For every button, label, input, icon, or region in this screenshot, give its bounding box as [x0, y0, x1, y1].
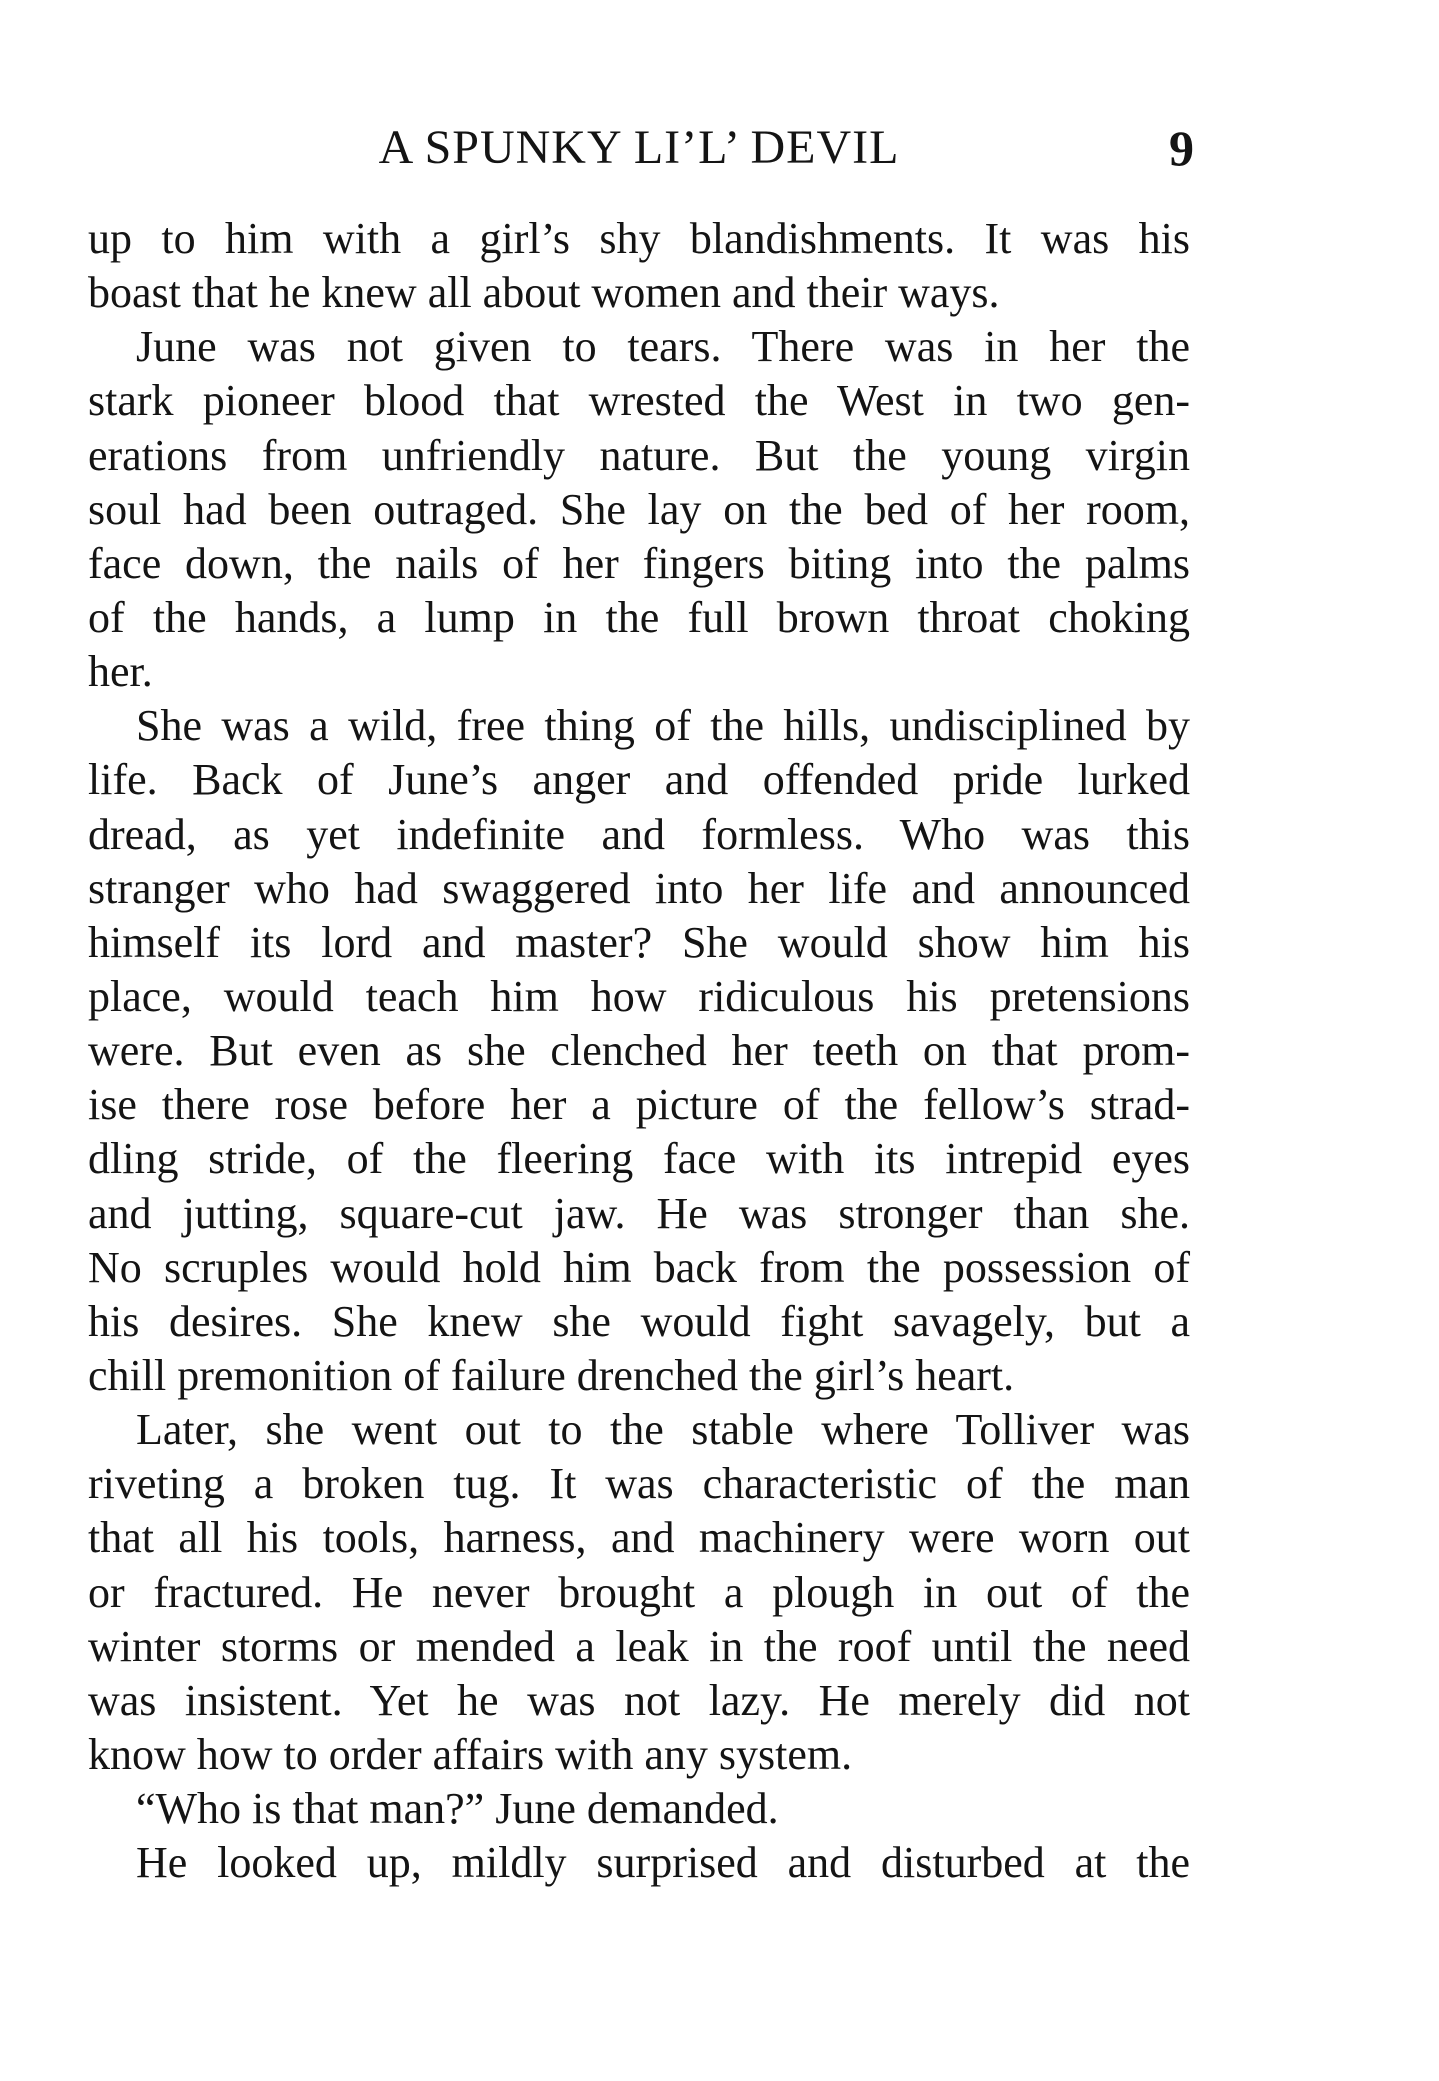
- text-line: life. Back of June’s anger and offended pride lurked: [88, 755, 1190, 805]
- text-line: face down, the nails of her fingers biting into the palms: [88, 538, 1190, 588]
- text-line: himself its lord and master? She would show him his: [88, 917, 1190, 967]
- text-line: erations from unfriendly nature. But the young virgin: [88, 430, 1190, 480]
- text-line: No scruples would hold him back from the possession of: [88, 1242, 1190, 1292]
- text-line: her.: [88, 647, 153, 697]
- text-line: up to him with a girl’s shy blandishments. It was his: [88, 214, 1190, 263]
- body-text: [88, 212, 1190, 1890]
- text-line: know how to order affairs with any system.: [88, 1729, 853, 1779]
- text-line: ise there rose before her a picture of the fellow’s strad-: [88, 1080, 1190, 1130]
- text-line: dling stride, of the fleering face with its intrepid eyes: [88, 1134, 1190, 1184]
- text-line: boast that he knew all about women and their ways.: [88, 268, 1000, 318]
- text-line: Later, she went out to the stable where Tolliver was: [136, 1405, 1190, 1455]
- text-line: or fractured. He never brought a plough in out of the: [88, 1567, 1190, 1617]
- text-line: stark pioneer blood that wrested the West in two gen-: [88, 376, 1190, 426]
- text-line: his desires. She knew she would fight savagely, but a: [88, 1296, 1190, 1346]
- text-line: “Who is that man?” June demanded.: [136, 1784, 779, 1834]
- text-line: riveting a broken tug. It was characteristic of the man: [88, 1459, 1190, 1509]
- text-line: She was a wild, free thing of the hills, undisciplined by: [136, 701, 1190, 751]
- text-line: soul had been outraged. She lay on the bed of her room,: [88, 484, 1190, 534]
- text-line: place, would teach him how ridiculous his pretensions: [88, 971, 1190, 1021]
- text-line: that all his tools, harness, and machinery were worn out: [88, 1513, 1190, 1563]
- running-head: A SPUNKY LI’L’ DEVIL: [378, 121, 900, 174]
- text-line: dread, as yet indefinite and formless. Who was this: [88, 809, 1190, 859]
- text-line: was insistent. Yet he was not lazy. He merely did not: [88, 1675, 1190, 1725]
- text-line: June was not given to tears. There was in her the: [136, 322, 1190, 372]
- text-line: of the hands, a lump in the full brown throat choking: [88, 592, 1190, 642]
- text-line: stranger who had swaggered into her life and announced: [88, 863, 1190, 913]
- text-line: were. But even as she clenched her teeth on that prom-: [88, 1026, 1190, 1076]
- text-line: He looked up, mildly surprised and disturbed at the: [136, 1838, 1190, 1888]
- page-number: 9: [1169, 120, 1194, 176]
- text-line: winter storms or mended a leak in the roof until the need: [88, 1621, 1190, 1671]
- text-line: chill premonition of failure drenched the girl’s heart.: [88, 1350, 1015, 1400]
- text-line: and jutting, square-cut jaw. He was stronger than she.: [88, 1188, 1190, 1238]
- page-header: [88, 118, 1194, 188]
